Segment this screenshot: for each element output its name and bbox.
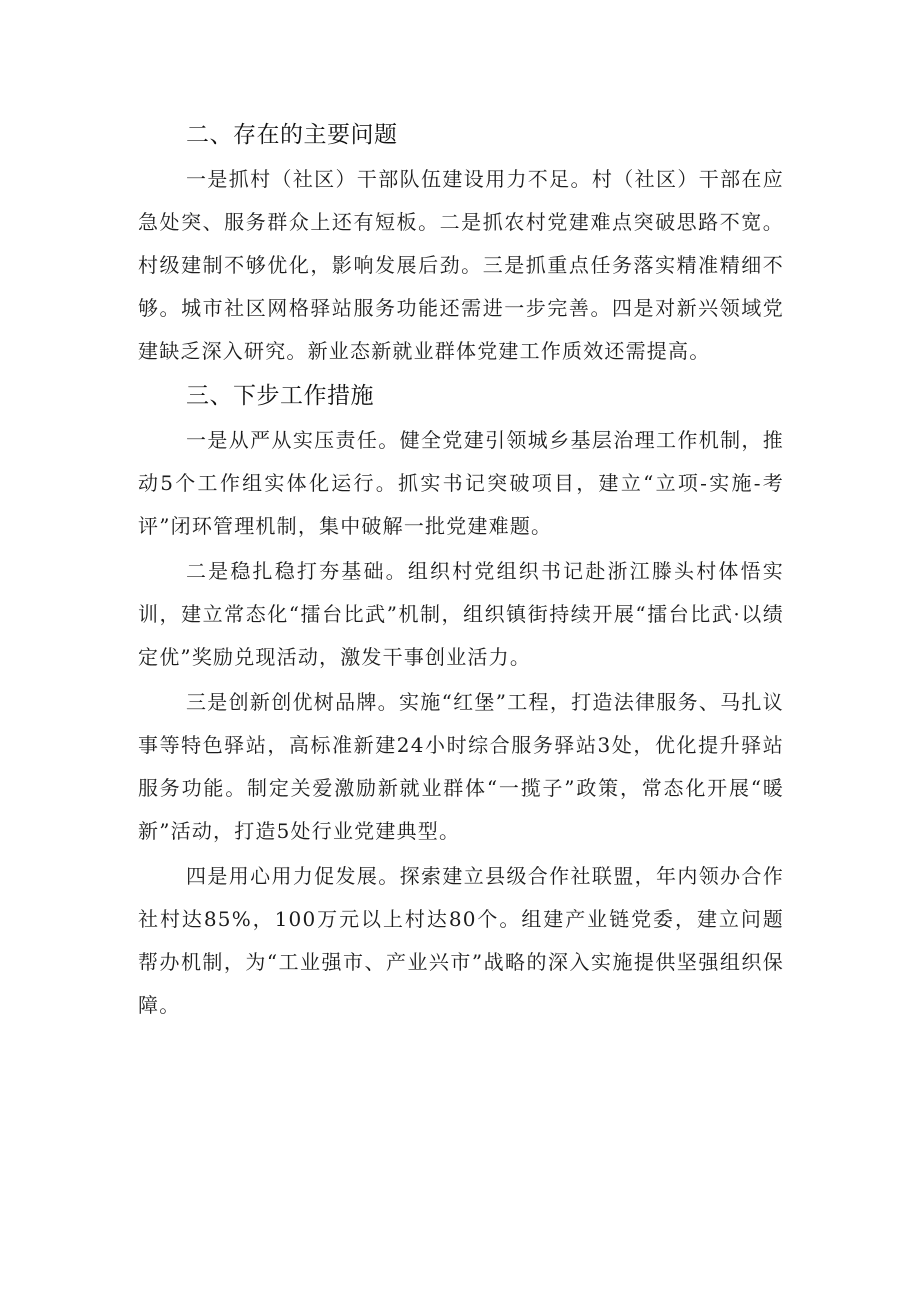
measure-paragraph-1: 一是从严从实压责任。健全党建引领城乡基层治理工作机制，推动5个工作组实体化运行。抓实书记突破项目，建立“立项-实施-考评”闭环管理机制，集中破解一批党建难题。 <box>138 428 784 538</box>
measure-paragraph-3: 三是创新创优树品牌。实施“红堡”工程，打造法律服务、马扎议事等特色驿站，高标准新建24小时综合服务驿站3处，优化提升驿站服务功能。制定关爱激励新就业群体“一揽子”政策，常态化开展“暖新”活动，打造5处行业党建典型。 <box>138 690 784 843</box>
measure-paragraph-2: 二是稳扎稳打夯基础。组织村党组织书记赴浙江滕头村体悟实训，建立常态化“擂台比武”机制，组织镇街持续开展“擂台比武·以绩定优”奖励兑现活动，激发干事创业活力。 <box>138 559 784 669</box>
section-heading-measures: 三、下步工作措施 <box>186 383 374 409</box>
problems-paragraph: 一是抓村（社区）干部队伍建设用力不足。村（社区）干部在应急处突、服务群众上还有短板。二是抓农村党建难点突破思路不宽。村级建制不够优化，影响发展后劲。三是抓重点任务落实精准精细不够。城市社区网格驿站服务功能还需进一步完善。四是对新兴领域党建缺乏深入研究。新业态新就业群体党建工作质效还需提高。 <box>138 167 784 363</box>
section-heading-problems: 二、存在的主要问题 <box>186 122 398 148</box>
measure-paragraph-4: 四是用心用力促发展。探索建立县级合作社联盟，年内领办合作社村达85%，100万元以上村达80个。组建产业链党委，建立问题帮办机制，为“工业强市、产业兴市”战略的深入实施提供坚强组织保障。 <box>138 864 784 1017</box>
document-body <box>138 112 784 1027</box>
